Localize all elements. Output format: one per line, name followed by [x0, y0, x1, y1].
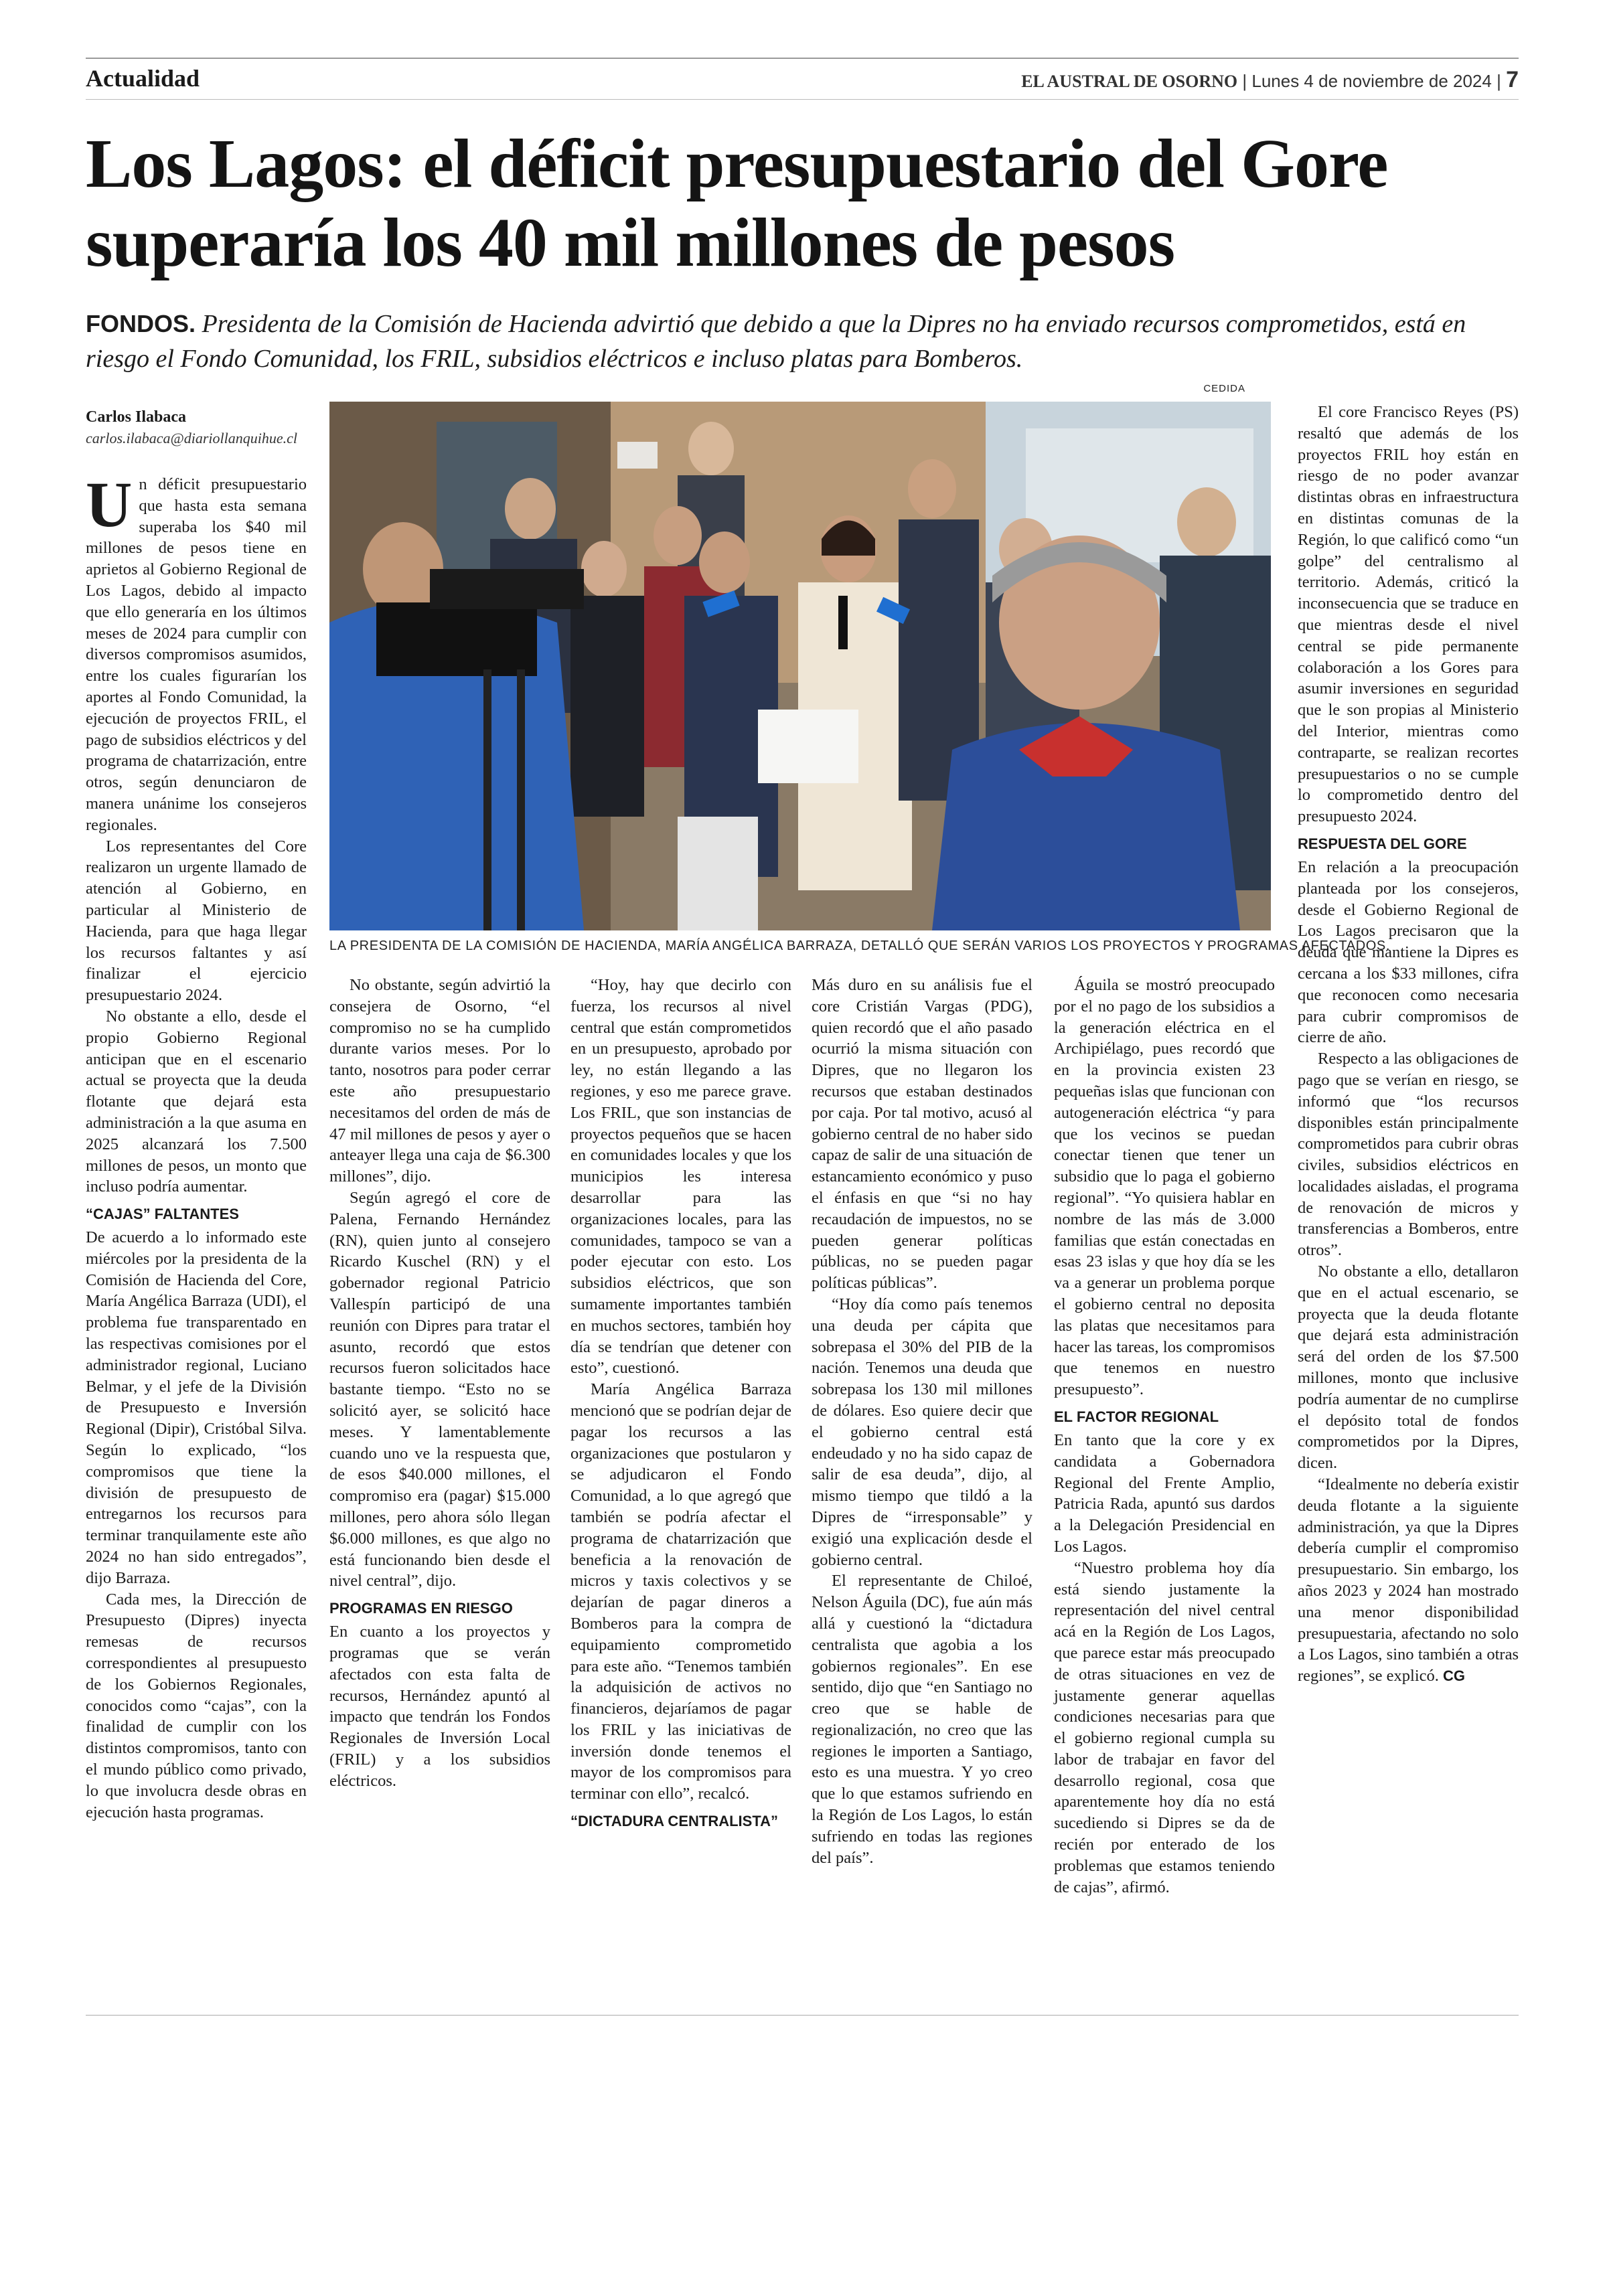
column-4: [812, 975, 1032, 1868]
author-email: carlos.ilabaca@diariollanquihue.cl: [86, 430, 297, 446]
paragraph: El representante de Chiloé, Nelson Águila (DC), fue aún más allá y cuestionó la “dictadura centralista que agobia a los gobiernos regionales”. En ese sentido, dijo que “en Santiago no creo que se hable de regionalización, no creo que las regiones le importen a Santiago, esto es una muestra. Y yo creo que lo que estamos sufriendo en la Región de Los Lagos, lo están sufriendo en todas las regiones del país”.: [812, 1572, 1032, 1867]
paragraph: “Nuestro problema hoy día está siendo justamente la representación del nivel central acá en la Región de Los Lagos, que parece estar más preocupado de otras situaciones en vez de justamente generar aquellas condiciones necesarias para que el gobierno regional cumpla su labor de trabajar en favor del desarrollo regional, cosa que aparentemente hoy día no está sucediendo si Dipres se da de recién por enterado de los problemas que estamos teniendo de cajas”, afirmó.: [1054, 1558, 1275, 1896]
column-6: [1298, 402, 1519, 1687]
newspaper-name: EL AUSTRAL DE OSORNO: [1021, 72, 1238, 91]
paragraph: “Hoy día como país tenemos una deuda per cápita que sobrepasa el 30% del PIB de la nación. Tenemos una deuda que sobrepasa los 130 mil millones de dólares. Eso quiere decir que el gobierno central está endeudado y no ha sido capaz de salir de esa deuda”, dijo, al mismo tiempo que tildó a la Dipres de “irresponsable” y exigió una explicación desde el gobierno central.: [812, 1295, 1032, 1569]
press-conference-photo: [329, 402, 1271, 930]
paragraph: [1298, 1474, 1519, 1687]
column-3: [570, 975, 791, 1834]
paragraph: En tanto que la core y ex candidata a Gobernadora Regional del Frente Amplio, Patricia Rada, apuntó sus dardos a la Delegación Presidencial en Los Lagos.: [1054, 1430, 1275, 1556]
author-name: Carlos Ilabaca: [86, 408, 186, 426]
issue-date: Lunes 4 de noviembre de 2024: [1251, 71, 1492, 91]
column-5: [1054, 975, 1275, 1898]
photo-caption: LA PRESIDENTA DE LA COMISIÓN DE HACIENDA, MARÍA ANGÉLICA BARRAZA, DETALLÓ QUE SERÁN VARIOS LOS PROYECTOS Y PROGRAMAS AFECTADOS.: [329, 938, 1391, 953]
column-2: [329, 975, 550, 1791]
lead-paragraph: [86, 469, 307, 836]
paragraph: Más duro en su análisis fue el core Cristián Vargas (PDG), quien recordó que el año pasado ocurrió la misma situación con Dipres, que no llegaron los recursos que estaban destinados por caja. Por tal motivo, acusó al gobierno central de no haber sido capaz de salir de una situación de estancamiento económico y puso el énfasis en que “si no hay recaudación de impuestos, no se pueden generar políticas públicas, no se pueden pagar políticas públicas”.: [812, 976, 1032, 1293]
headline: [86, 125, 1532, 282]
paragraph: De acuerdo a lo informado este miércoles por la presidenta de la Comisión de Hacienda del Core, María Angélica Barraza (UDI), el problema fue transparentado en las respectivas comisiones por el administrador regional, Luciano Belmar, y el jefe de la División de Presupuesto e Inversión Regional (Dipir), Cristóbal Silva. Según lo explicado, “los compromisos que tiene la división de presupuesto de entregarnos los recursos para terminar tranquilamente este año 2024 no han sido entregados”, dijo Barraza.: [86, 1228, 307, 1587]
subhead-factor: EL FACTOR REGIONAL: [1054, 1408, 1219, 1425]
subhead-dictadura: “DICTADURA CENTRALISTA”: [570, 1813, 779, 1830]
subhead-respuesta: RESPUESTA DEL GORE: [1298, 835, 1467, 852]
photo-illustration: [329, 402, 1271, 930]
end-mark: CG: [1443, 1667, 1466, 1685]
lead-text: n déficit presupuestario que hasta esta semana superaba los $40 mil millones de pesos tiene en aprietos al Gobierno Regional de Los Lagos, debido al impacto que ello generaría en los últimos meses de 2024 para cumplir con diversos compromisos asumidos, entre los cuales figurarían los aportes al Fondo Comunidad, la ejecución de proyectos FRIL, el pago de subsidios eléctricos y del programa de chatarrización, entre otros, según denunciaron de manera unánime los consejeros regionales.: [86, 475, 307, 834]
photo-credit: CEDIDA: [1203, 383, 1245, 394]
paragraph: En relación a la preocupación planteada por los consejeros, desde el Gobierno Regional de Los Lagos precisaron que la deuda que mantiene la Dipres es cercana a los $33 millones, cifra que reconocen como necesaria para cubrir compromisos de cierre de año.: [1298, 857, 1519, 1047]
top-rule: [86, 58, 1519, 59]
paragraph: “Hoy, hay que decirlo con fuerza, los recursos al nivel central que están comprometidos en un presupuesto, aprobado por ley, no están llegando a las regiones, y eso me parece grave. Los FRIL, que son instancias de proyectos pequeños que se hacen en comunidades locales y que los municipios les interesa desarrollar para las organizaciones locales, para las comunidades, tampoco se van a poder ejecutar con esto. Los subsidios eléctricos, que son sumamente importantes también en muchos sectores, también hoy día se tendrían que detener con esto”, cuestionó.: [570, 976, 791, 1378]
paragraph: Cada mes, la Dirección de Presupuesto (Dipres) inyecta remesas de recursos correspondientes al presupuesto de los Gobiernos Regionales, conocidos como “cajas”, con la finalidad de cumplir con los distintos compromisos, tanto con el mundo público como privado, lo que involucra desde obras en ejecución hasta programas.: [86, 1590, 307, 1821]
subhead-programas: PROGRAMAS EN RIESGO: [329, 1600, 513, 1617]
drop-cap: U: [86, 469, 133, 540]
bottom-rule: [86, 2015, 1519, 2016]
paragraph: María Angélica Barraza mencionó que se podrían dejar de pagar los recursos a las organizaciones que postularon y se adjudicaron el Fondo Comunidad, a lo que agregó que también se podría afectar el programa de chatarrización que beneficia a la renovación de micros y taxis colectivos y se dejarían de pagar dineros a Bomberos para la compra de equipamiento comprometido para este año. “Tenemos también la adquisición de activos no financieros, dejaríamos de pagar los FRIL y las iniciativas de inversión donde tenemos el mayor de los compromisos para terminar con ello”, recalcó.: [570, 1380, 791, 1803]
paragraph: Respecto a las obligaciones de pago que se verían en riesgo, se informó que “los recursos disponibles están principalmente comprometidos para cubrir obras civiles, subsidios eléctricos en localidades aisladas, el programa de renovación de micros y transferencias a Bomberos, entre otros”.: [1298, 1050, 1519, 1260]
headline-line-1: Los Lagos: el déficit presupuestario del Gore: [86, 125, 1388, 202]
column-1: [86, 469, 307, 1823]
page-number: 7: [1506, 67, 1519, 92]
closing-quote: “Idealmente no debería existir deuda flotante a la siguiente administración, ya que la Dipres debería cumplir el compromiso presupuestario. Sin embargo, los años 2023 y 2024 han mostrado una menor disponibilidad presupuestaria, afectando no solo a Los Lagos, sino también a otras regiones”, se explicó.: [1298, 1475, 1519, 1686]
section-label: Actualidad: [86, 65, 200, 92]
subhead-cajas: “CAJAS” FALTANTES: [86, 1206, 239, 1223]
paragraph: El core Francisco Reyes (PS) resaltó que además de los proyectos FRIL hoy están en riesgo de no poder avanzar distintas obras en infraestructura en distintas comunas de la Región, lo que calificó como “un golpe” del centralismo al territorio. Además, criticó la inconsecuencia que se traduce en que mientras desde el nivel central se pide permanente colaboración a los Gores para asumir inversiones en seguridad que le son propias al Ministerio del Interior, mientras como contraparte, se realizan recortes presupuestarios o no se cumple lo comprometido dentro del presupuesto 2024.: [1298, 403, 1519, 826]
deck-text: Presidenta de la Comisión de Hacienda advirtió que debido a que la Dipres no ha enviado recursos comprometidos, está en riesgo el Fondo Comunidad, los FRIL, subsidios eléctricos e incluso platas para Bomberos.: [86, 310, 1466, 373]
paragraph: Según agregó el core de Palena, Fernando Hernández (RN), quien junto al consejero Ricardo Kuschel (RN) y el gobernador regional Patricio Vallespín participó de una reunión con Dipres para tratar el asunto, recordó que estos recursos fueron solicitados hace bastante tiempo. “Esto no se solicitó ayer, se solicitó hace meses. Y lamentablemente cuando uno ve la respuesta que, de esos $40.000 millones, el compromiso era (pagar) $15.000 millones, pero ahora sólo llegan $6.000 millones, es que algo no está funcionando bien desde el nivel central”, dijo.: [329, 1188, 550, 1590]
paragraph: No obstante, según advirtió la consejera de Osorno, “el compromiso no se ha cumplido durante varios meses. Por lo tanto, nosotros para poder cerrar este año presupuestario necesitamos del orden de más de 47 mil millones de pesos y ayer o anteayer llega una caja de $6.300 millones”, dijo.: [329, 976, 550, 1186]
paragraph: No obstante a ello, desde el propio Gobierno Regional anticipan que en el escenario actual se proyecta que la deuda flotante que dejará esta administración a la que asuma en 2025 alcanzará los 7.500 millones de pesos, un monto que incluso podría aumentar.: [86, 1007, 307, 1196]
deck: [86, 307, 1525, 376]
paragraph: Águila se mostró preocupado por el no pago de los subsidios a la generación eléctrica en el Archipiélago, pues recordó que en la provincia existen 23 pequeñas islas que funcionan con autogeneración eléctrica “y para que los vecinos se puedan conectar tienen que tener un subsidio que lo paga el gobierno regional”. “Yo quisiera hablar en nombre de las más de 3.000 familias que están conectadas en esas 23 islas y que hoy día se les va a generar un problema porque el gobierno central no deposita las platas que necesitamos para hacer las tareas, los compromisos que tenemos en nuestro presupuesto”.: [1054, 976, 1275, 1399]
paragraph: No obstante a ello, detallaron que en el actual escenario, se proyecta que la deuda flotante que dejará esta administración será del orden de los $7.500 millones, monto que inclusive podría aumentar de no cumplirse el depósito total de fondos comprometidos por la Dipres, dicen.: [1298, 1262, 1519, 1473]
header-rule: [86, 99, 1519, 100]
masthead: EL AUSTRAL DE OSORNO | Lunes 4 de noviembre de 2024 | 7: [1021, 67, 1519, 92]
paragraph: Los representantes del Core realizaron un urgente llamado de atención al Gobierno, en particular al Ministerio de Hacienda, para que haga llegar los recursos faltantes y así finalizar el ejercicio presupuestario 2024.: [86, 837, 307, 1005]
deck-kicker: FONDOS.: [86, 310, 196, 337]
headline-line-2: superaría los 40 mil millones de pesos: [86, 204, 1175, 281]
paragraph: En cuanto a los proyectos y programas que se verán afectados con esta falta de recursos, Hernández apuntó al impacto que tendrán los Fondos Regionales de Inversión Local (FRIL) y a los subsidios eléctricos.: [329, 1623, 550, 1790]
